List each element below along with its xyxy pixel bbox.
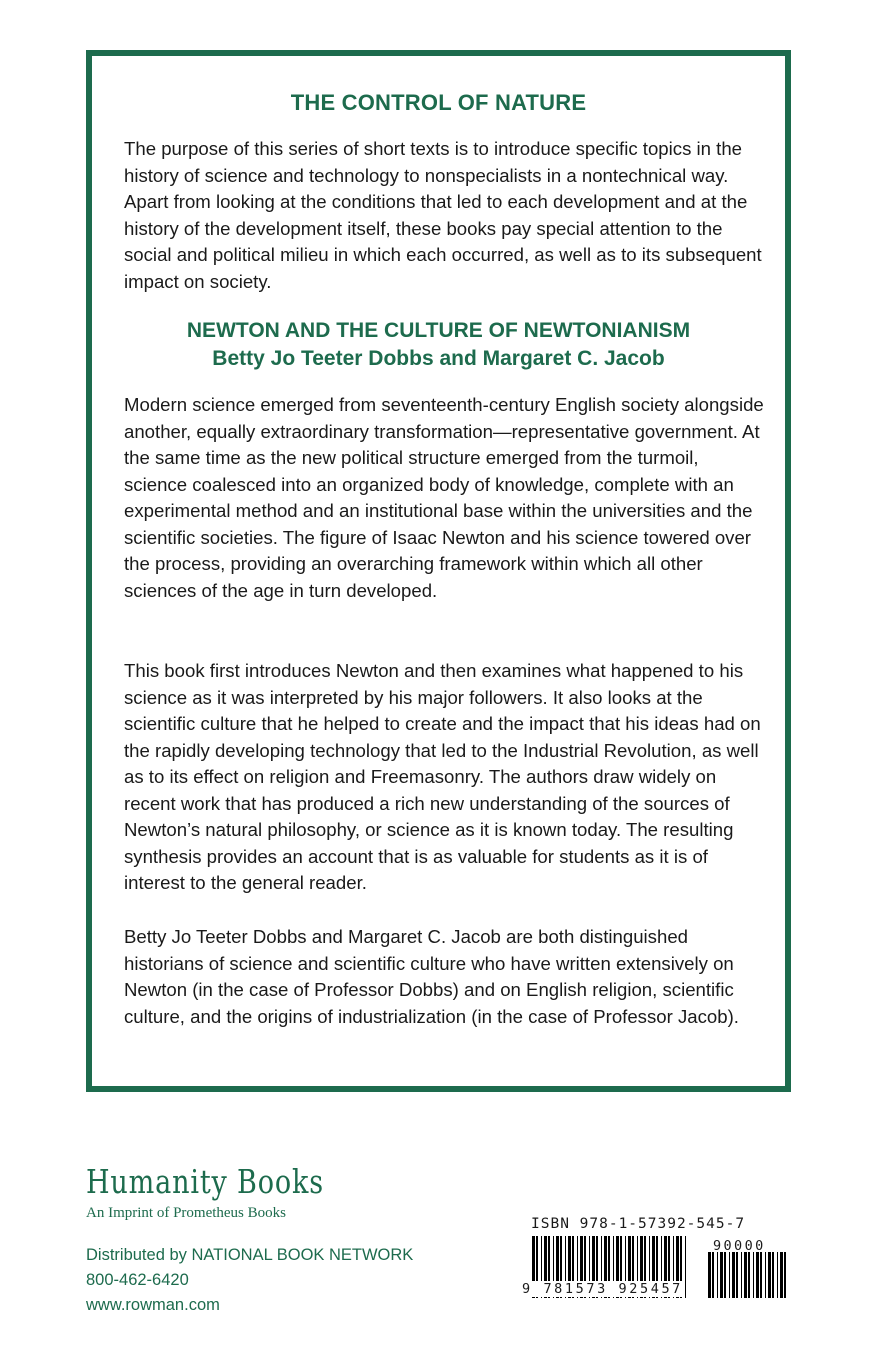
barcode-bar (712, 1252, 714, 1298)
description-frame (86, 50, 791, 1092)
barcode-addon-digits: 90000 (713, 1238, 766, 1254)
barcode-bar (717, 1252, 718, 1298)
publisher-imprint: An Imprint of Prometheus Books (86, 1205, 286, 1221)
book-authors: Betty Jo Teeter Dobbs and Margaret C. Jacob (212, 347, 665, 370)
barcode-bar (777, 1252, 778, 1298)
isbn-label: ISBN 978-1-57392-545-7 (531, 1216, 746, 1232)
barcode-bar (784, 1252, 786, 1298)
barcode-bar (753, 1252, 754, 1298)
book-summary-paragraph: This book first introduces Newton and then examines what happened to his science as it was interpreted by his major followers. It also looks at the scientific culture that he helped to create and the impact that his ideas had on the rapidly developing technology that led to the Industrial Revolution, as well as to its effect on religion and Freemasonry. The authors draw widely on recent work that has produced a rich new understanding of the sources of Newton’s natural philosophy, or science as it is known today. The resulting synthesis provides an account that is as valuable for students as it is of interest to the general reader. (124, 660, 761, 893)
barcode-digits: 9 781573 925457 (522, 1281, 683, 1297)
book-heading (92, 317, 785, 373)
barcode-bar (780, 1252, 783, 1298)
barcode-bar (765, 1252, 766, 1298)
book-title: NEWTON AND THE CULTURE OF NEWTONIANISM (186, 319, 691, 342)
barcode-bar (720, 1252, 723, 1298)
barcode-bar (729, 1252, 730, 1298)
barcode-bar (724, 1252, 726, 1298)
distribution-info (86, 1243, 413, 1318)
barcode-bar (736, 1252, 738, 1298)
barcode-bar (768, 1252, 771, 1298)
barcode-bar (732, 1252, 735, 1298)
series-title: THE CONTROL OF NATURE (290, 90, 587, 115)
barcode-bar (744, 1252, 747, 1298)
series-description: The purpose of this series of short texts is to introduce specific topics in the history of science and technology to nonspecialists in a nontechnical way. Apart from looking at the conditions that led to each development and at the history of the development itself, these books pay special attention to the social and political milieu in which each occurred, as well as to its subsequent impact on society. (124, 138, 762, 292)
book-summary-paragraph: Modern science emerged from seventeenth-century English society alongside another, equally extraordinary transformation—representative government. At the same time as the new political structure emerged from the turmoil, science coalesced into an organized body of knowledge, complete with an experimental method and an institutional base within the universities and the scientific societies. The figure of Isaac Newton and his science towered over the process, providing an overarching framework within which all other sciences of the age in turn developed. (124, 394, 764, 601)
barcode-bar (708, 1252, 711, 1298)
publisher-logo: Humanity Books (86, 1162, 324, 1201)
distributor-text: Distributed by NATIONAL BOOK NETWORK (86, 1246, 414, 1264)
barcode-bar (760, 1252, 762, 1298)
website-link[interactable]: www.rowman.com (86, 1296, 220, 1314)
barcode-bar (685, 1236, 686, 1298)
barcode-bar (756, 1252, 759, 1298)
author-bio-paragraph: Betty Jo Teeter Dobbs and Margaret C. Jacob are both distinguished historians of science and scientific culture who have written extensively on Newton (in the case of Professor Dobbs) and on English religion, scientific culture, and the origins of industrialization (in the case of Professor Jacob). (124, 926, 739, 1027)
barcode-bar (741, 1252, 742, 1298)
barcode-bar (748, 1252, 750, 1298)
barcode-bar (772, 1252, 774, 1298)
phone-number: 800-462-6420 (86, 1271, 189, 1289)
